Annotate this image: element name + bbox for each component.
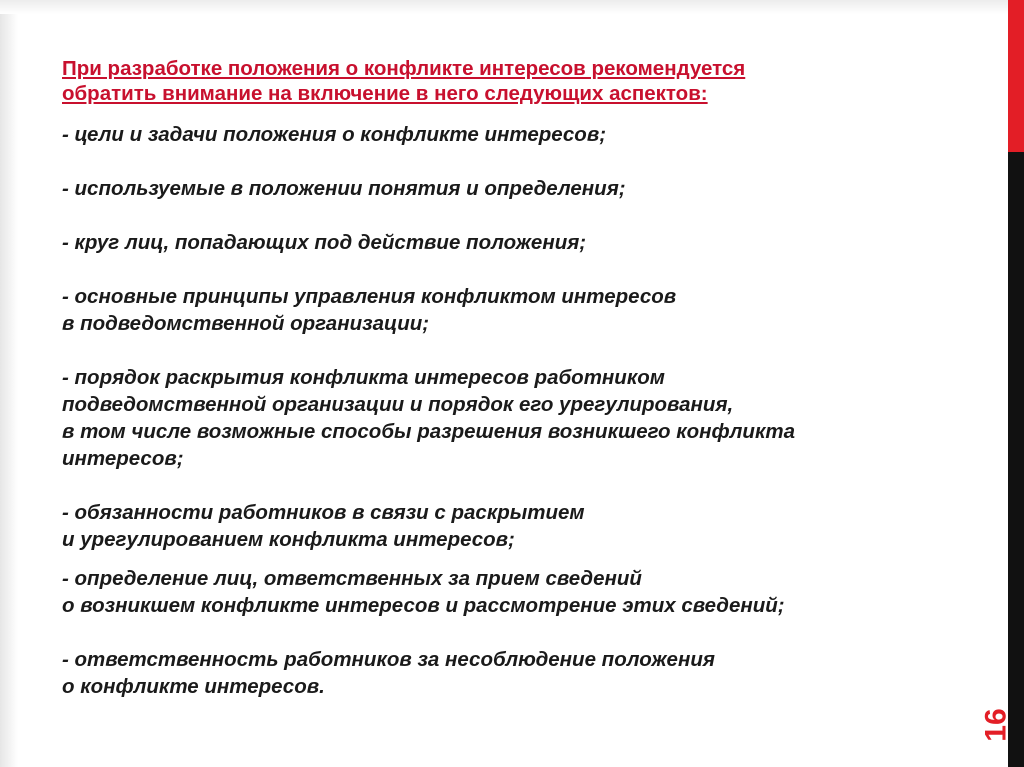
list-item-line: - круг лиц, попадающих под действие положения; (62, 231, 587, 254)
list-item (62, 229, 962, 256)
accent-bar-black (1008, 152, 1024, 767)
list-item-line: в подведомственной организации; (62, 312, 430, 335)
list-item (62, 283, 962, 337)
list-item-line: - цели и задачи положения о конфликте интересов; (62, 123, 607, 146)
list-item-line: в том числе возможные способы разрешения возникшего конфликта (62, 420, 795, 443)
accent-bar-red (1008, 0, 1024, 152)
title-line-2: обратить внимание на включение в него следующих аспектов: (62, 82, 708, 105)
aspects-list (62, 121, 962, 700)
list-item (62, 364, 962, 472)
slide-title (62, 56, 882, 106)
list-item-line: - определение лиц, ответственных за прием сведений (62, 567, 642, 590)
list-item-line: о возникшем конфликте интересов и рассмотрение этих сведений; (62, 594, 785, 617)
list-item-line: и урегулированием конфликта интересов; (62, 528, 515, 551)
list-item (62, 175, 962, 202)
list-item (62, 646, 962, 700)
list-item-line: - используемые в положении понятия и определения; (62, 177, 626, 200)
list-item (62, 565, 962, 619)
page-number (980, 700, 1014, 750)
list-item (62, 121, 962, 148)
title-line-1: При разработке положения о конфликте интересов рекомендуется (62, 57, 746, 80)
list-item-line: подведомственной организации и порядок его урегулирования, (62, 393, 734, 416)
list-item (62, 499, 962, 553)
list-item-line: - ответственность работников за несоблюдение положения (62, 648, 715, 671)
page-number-text: 16 (980, 708, 1013, 742)
list-item-line: - обязанности работников в связи с раскрытием (62, 501, 585, 524)
list-item-line: - основные принципы управления конфликтом интересов (62, 285, 677, 308)
top-shadow (0, 0, 1024, 14)
list-item-line: интересов; (62, 447, 184, 470)
list-item-line: о конфликте интересов. (62, 675, 325, 698)
left-shadow (0, 0, 18, 767)
list-item-line: - порядок раскрытия конфликта интересов работником (62, 366, 665, 389)
